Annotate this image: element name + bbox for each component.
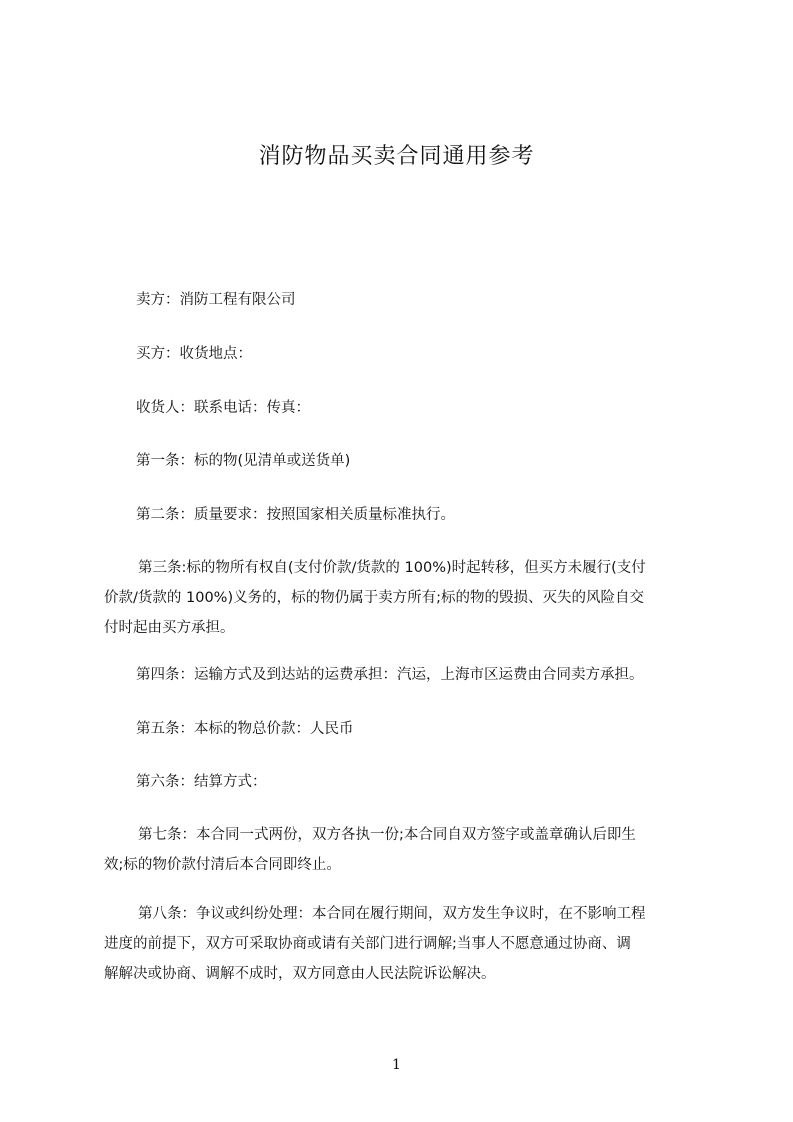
article-2-text: 第二条：质量要求：按照国家相关质量标准执行。 <box>136 507 455 523</box>
article-8-line-3: 解解决或协商、调解不成时，双方同意由人民法院诉讼解决。 <box>104 966 496 982</box>
page-number: 1 <box>392 1057 401 1073</box>
consignee-text: 收货人：联系电话：传真： <box>136 400 310 416</box>
article-8 <box>104 899 704 989</box>
buyer-text: 买方：收货地点： <box>136 346 252 362</box>
article-7-line-1: 第七条：本合同一式两份，双方各执一份;本合同自双方签字或盖章确认后即生 <box>138 827 636 843</box>
consignee-line <box>104 393 704 423</box>
seller-text: 卖方：消防工程有限公司 <box>136 292 296 308</box>
article-2 <box>104 500 704 530</box>
article-4 <box>104 660 704 690</box>
article-1 <box>104 446 704 476</box>
article-3-line-3: 付时起由买方承担。 <box>104 620 235 636</box>
article-7 <box>104 820 704 880</box>
article-5-text: 第五条：本标的物总价款：人民币 <box>136 721 354 737</box>
seller-line <box>104 285 704 315</box>
document-title: 消防物品买卖合同通用参考 <box>258 144 535 169</box>
buyer-line <box>104 339 704 369</box>
article-3-line-1: 第三条:标的物所有权自(支付价款/货款的 100%)时起转移，但买方未履行(支付 <box>138 560 646 576</box>
article-3-line-2: 价款/货款的 100%)义务的，标的物仍属于卖方所有;标的物的毁损、灭失的风险自交 <box>104 590 644 606</box>
article-4-text: 第四条：运输方式及到达站的运费承担：汽运，上海市区运费由合同卖方承担。 <box>136 667 644 683</box>
article-3 <box>104 553 704 643</box>
article-1-text: 第一条：标的物(见清单或送货单) <box>136 453 351 469</box>
article-6-text: 第六条：结算方式： <box>136 774 267 790</box>
article-8-line-2: 进度的前提下，双方可采取协商或请有关部门进行调解;当事人不愿意通过协商、调 <box>104 936 631 952</box>
article-6 <box>104 767 704 797</box>
article-5 <box>104 714 704 744</box>
article-7-line-2: 效;标的物价款付清后本合同即终止。 <box>104 857 341 873</box>
article-8-line-1: 第八条：争议或纠纷处理：本合同在履行期间，双方发生争议时，在不影响工程 <box>138 906 646 922</box>
